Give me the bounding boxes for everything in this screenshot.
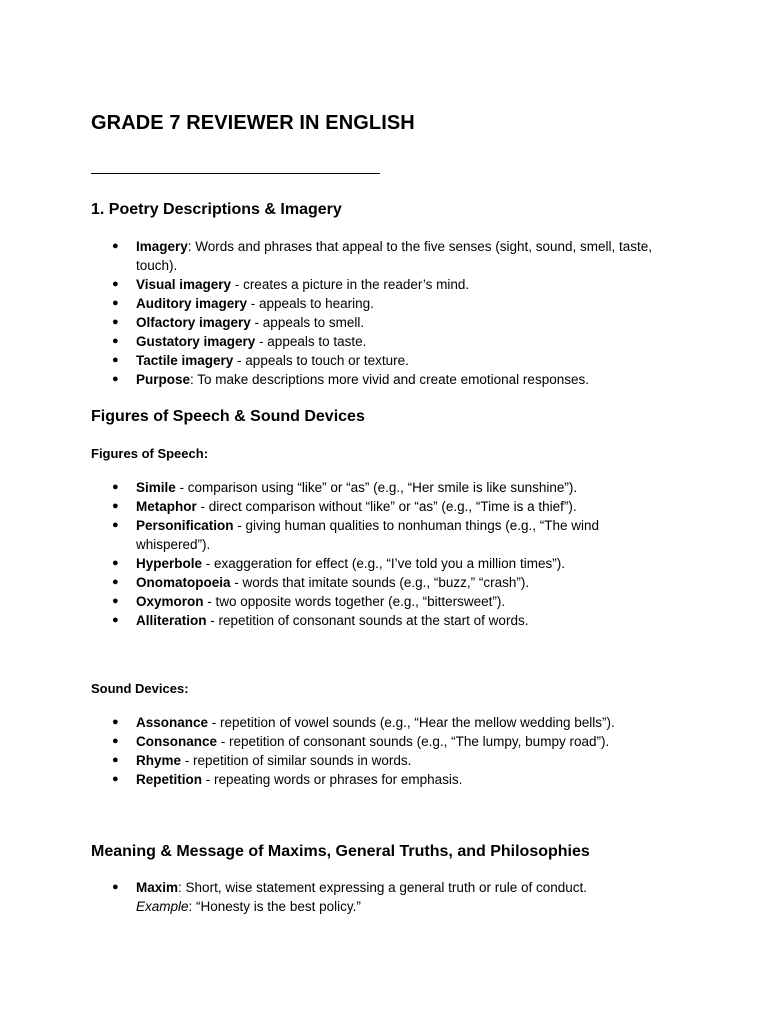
separator: - — [203, 594, 216, 609]
separator: - — [255, 334, 268, 349]
definition: comparison using “like” or “as” (e.g., “Her smile is like sunshine”). — [187, 480, 578, 495]
list-item — [136, 516, 676, 554]
term: Onomatopoeia — [136, 575, 231, 590]
term: Visual imagery — [136, 277, 232, 292]
document-title: GRADE 7 REVIEWER IN ENGLISH — [91, 112, 415, 134]
separator: - — [208, 715, 221, 730]
definition: appeals to taste. — [267, 334, 367, 349]
term: Gustatory imagery — [136, 334, 256, 349]
list-item — [136, 611, 676, 630]
definition: repetition of similar sounds in words. — [193, 753, 412, 768]
imagery-list — [136, 237, 676, 389]
definition: repeating words or phrases for emphasis. — [214, 772, 463, 787]
section1-heading: 1. Poetry Descriptions & Imagery — [91, 201, 342, 218]
list-item — [136, 237, 676, 275]
term: Metaphor — [136, 499, 197, 514]
separator: - — [233, 518, 246, 533]
separator: : — [187, 239, 196, 254]
term: Alliteration — [136, 613, 207, 628]
list-item — [136, 275, 676, 294]
separator: : — [190, 372, 198, 387]
separator: - — [230, 575, 243, 590]
separator: - — [247, 296, 260, 311]
separator: - — [202, 556, 215, 571]
maxims-list — [136, 878, 676, 916]
definition: repetition of consonant sounds (e.g., “The lumpy, bumpy road”). — [229, 734, 610, 749]
sound-devices-list — [136, 713, 676, 789]
term: Auditory imagery — [136, 296, 248, 311]
definition: repetition of vowel sounds (e.g., “Hear the mellow wedding bells”). — [220, 715, 615, 730]
separator: - — [217, 734, 230, 749]
list-item — [136, 478, 676, 497]
list-item — [136, 878, 676, 916]
list-item — [136, 573, 676, 592]
list-item — [136, 713, 676, 732]
list-item — [136, 370, 676, 389]
list-item — [136, 751, 676, 770]
term: Consonance — [136, 734, 218, 749]
example-label: Example — [136, 899, 189, 914]
separator: - — [233, 353, 246, 368]
definition: To make descriptions more vivid and create emotional responses. — [197, 372, 589, 387]
section3-heading: Meaning & Message of Maxims, General Truths, and Philosophies — [91, 843, 590, 860]
figures-of-speech-label: Figures of Speech: — [91, 446, 209, 461]
term: Maxim — [136, 880, 179, 895]
separator: : — [178, 880, 186, 895]
term: Simile — [136, 480, 176, 495]
term: Repetition — [136, 772, 202, 787]
separator: - — [196, 499, 209, 514]
list-item — [136, 497, 676, 516]
term: Assonance — [136, 715, 209, 730]
definition: appeals to smell. — [262, 315, 365, 330]
list-item — [136, 732, 676, 751]
definition: giving human qualities to nonhuman things (e.g., “The wind whispered”). — [136, 518, 599, 552]
separator: - — [231, 277, 244, 292]
definition: appeals to touch or texture. — [245, 353, 409, 368]
term: Olfactory imagery — [136, 315, 251, 330]
term: Oxymoron — [136, 594, 204, 609]
separator: - — [175, 480, 188, 495]
definition: Words and phrases that appeal to the five senses (sight, sound, smell, taste, touch). — [136, 239, 653, 273]
separator: - — [202, 772, 214, 787]
definition: creates a picture in the reader’s mind. — [243, 277, 470, 292]
list-item — [136, 332, 676, 351]
term: Personification — [136, 518, 234, 533]
definition: exaggeration for effect (e.g., “I’ve told you a million times”). — [214, 556, 565, 571]
definition: Short, wise statement expressing a general truth or rule of conduct. — [185, 880, 588, 895]
sound-devices-label: Sound Devices: — [91, 681, 189, 696]
list-item — [136, 294, 676, 313]
term: Rhyme — [136, 753, 182, 768]
definition: repetition of consonant sounds at the start of words. — [218, 613, 529, 628]
separator: - — [181, 753, 194, 768]
list-item — [136, 770, 676, 789]
section2-heading: Figures of Speech & Sound Devices — [91, 408, 365, 425]
term: Hyperbole — [136, 556, 203, 571]
figures-of-speech-list — [136, 478, 676, 630]
separator: - — [250, 315, 263, 330]
definition: two opposite words together (e.g., “bittersweet”). — [215, 594, 506, 609]
example — [136, 897, 676, 916]
term: Imagery — [136, 239, 188, 254]
list-item — [136, 351, 676, 370]
list-item — [136, 313, 676, 332]
separator: - — [206, 613, 219, 628]
definition: appeals to hearing. — [259, 296, 374, 311]
list-item — [136, 554, 676, 573]
definition: words that imitate sounds (e.g., “buzz,” “crash”). — [242, 575, 530, 590]
term: Tactile imagery — [136, 353, 234, 368]
term: Purpose — [136, 372, 191, 387]
example-text: : “Honesty is the best policy.” — [188, 899, 361, 914]
list-item — [136, 592, 676, 611]
title-underline — [91, 173, 380, 174]
definition: direct comparison without “like” or “as” (e.g., “Time is a thief”). — [208, 499, 577, 514]
